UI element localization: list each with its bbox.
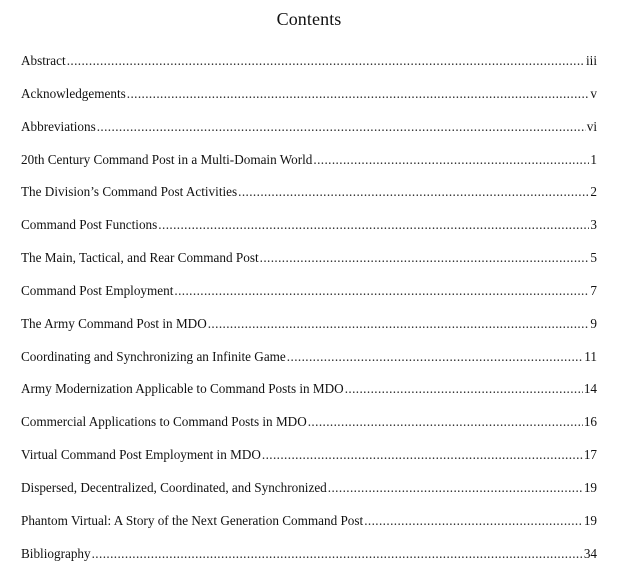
toc-dot-leader [67,51,585,71]
toc-entry-label: Abstract [21,53,66,68]
toc-entry[interactable] [21,445,597,478]
toc-entry[interactable] [21,248,597,281]
toc-dot-leader [97,117,586,137]
toc-entry[interactable] [21,215,597,248]
toc-entry[interactable] [21,412,597,445]
toc-dot-leader [174,281,589,301]
toc-entry-page-number: 5 [590,250,597,266]
toc-entry-label: Commercial Applications to Command Posts in MDO [21,414,307,430]
toc-entry[interactable] [21,314,597,347]
toc-entry-label: Acknowledgements [21,85,126,101]
toc-dot-leader [238,182,589,202]
toc-dot-leader [158,215,589,235]
toc-entry[interactable] [21,544,597,577]
toc-dot-leader [262,445,583,465]
toc-entry-label: The Army Command Post in MDO [21,315,207,331]
toc-entry-label: 20th Century Command Post in a Multi-Domain World [21,151,313,167]
toc-entry[interactable] [21,281,597,314]
toc-entry[interactable] [21,150,597,183]
toc-entry-page-number: 11 [584,348,597,364]
toc-entry-page-number: 17 [583,447,597,463]
toc-entry-page-number: 16 [583,414,597,430]
toc-entry-label: Army Modernization Applicable to Command Posts in MDO [21,381,344,397]
toc-entry-page-number: 7 [590,282,597,298]
toc-entry-page-number: 19 [583,512,597,528]
toc-entry[interactable] [21,84,597,117]
toc-entry[interactable] [21,478,597,511]
toc-dot-leader [287,347,584,367]
toc-dot-leader [313,150,589,170]
toc-entry-page-number: 9 [590,315,597,331]
toc-dot-leader [208,314,590,334]
toc-entry-page-number: 2 [590,184,597,200]
toc-entry-label: The Division’s Command Post Activities [21,184,238,200]
toc-entry-page-number: iii [586,53,597,68]
toc-dot-leader [328,478,583,498]
table-of-contents [21,51,597,577]
toc-entry-page-number: v [590,85,597,101]
toc-dot-leader [364,511,583,531]
toc-entry-label: Phantom Virtual: A Story of the Next Generation Command Post [21,512,364,528]
toc-entry[interactable] [21,511,597,544]
toc-entry-label: Virtual Command Post Employment in MDO [21,447,261,463]
toc-entry[interactable] [21,51,597,84]
toc-entry-page-number: 14 [583,381,597,397]
toc-entry-label: The Main, Tactical, and Rear Command Post [21,250,259,266]
toc-entry-label: Abbreviations [21,118,96,134]
toc-entry-label: Command Post Employment [21,282,174,298]
page-title: Contents [276,9,342,29]
toc-entry[interactable] [21,182,597,215]
toc-entry-label: Command Post Functions [21,217,158,233]
toc-entry-page-number: 34 [583,545,597,561]
toc-dot-leader [345,379,583,399]
toc-entry-page-number: vi [586,118,597,134]
toc-entry-page-number: 1 [590,151,597,167]
toc-entry-label: Dispersed, Decentralized, Coordinated, and Synchronized [21,479,327,495]
toc-entry[interactable] [21,347,597,380]
toc-entry-label: Coordinating and Synchronizing an Infinite Game [21,348,286,364]
toc-dot-leader [308,412,583,432]
toc-entry[interactable] [21,117,597,150]
toc-entry-label: Bibliography [21,545,91,561]
toc-entry[interactable] [21,379,597,412]
toc-entry-page-number: 19 [583,479,597,495]
toc-dot-leader [127,84,590,104]
toc-dot-leader [260,248,590,268]
toc-dot-leader [92,544,583,564]
toc-entry-page-number: 3 [590,217,597,233]
